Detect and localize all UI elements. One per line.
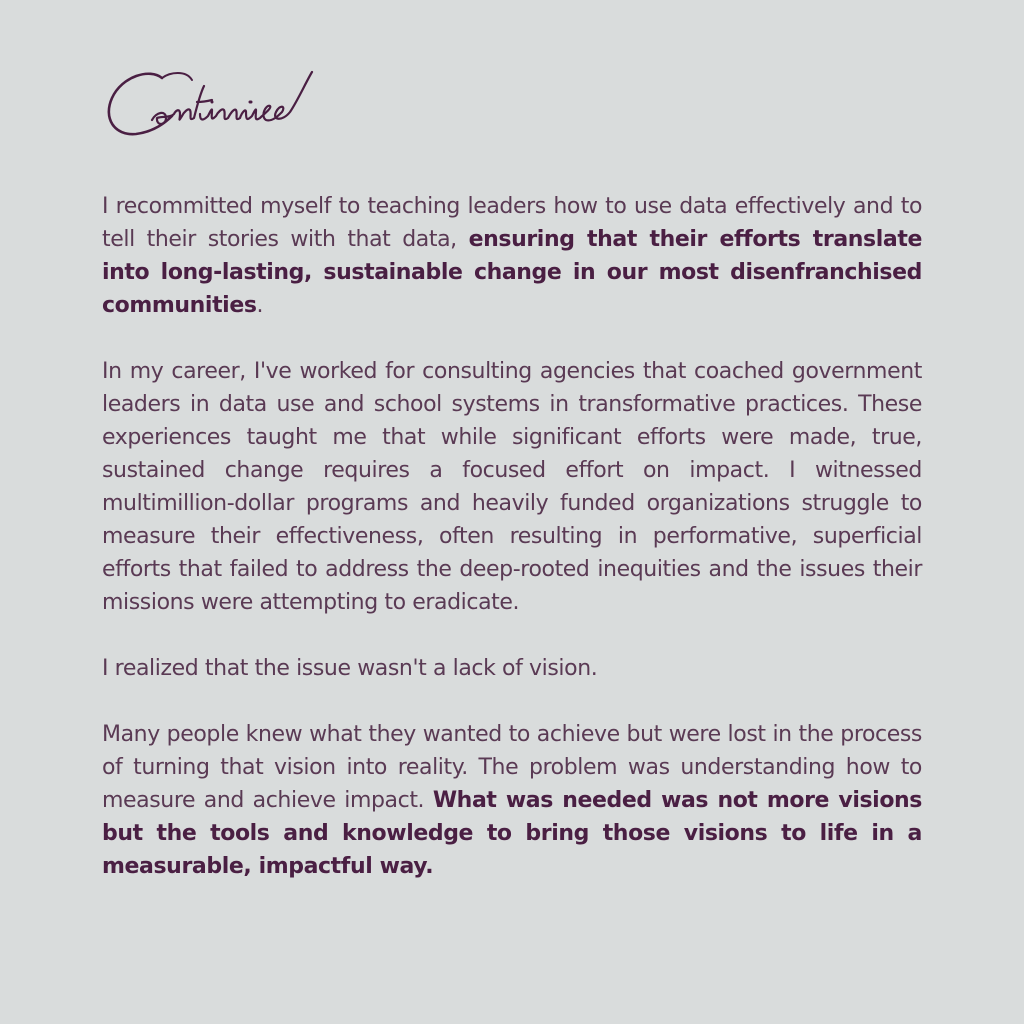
paragraph-text: Many people knew what they wanted to achieve but were lost in the process of turning that vision into reality. The problem was understanding how to measure and achieve impact. xyxy=(102,722,922,813)
paragraph xyxy=(102,355,922,619)
paragraph-text: . xyxy=(256,293,264,318)
bold-text: ensuring that their efforts translate into long-lasting, sustainable change in our most disenfranchised communities xyxy=(102,227,922,318)
paragraph-text: I realized that the issue wasn't a lack of vision. xyxy=(102,656,598,681)
body-text xyxy=(102,190,922,883)
continued-script-logo xyxy=(100,58,340,148)
bold-text: What was needed was not more visions but the tools and knowledge to bring those visions to life in a measurable, impactful way. xyxy=(102,788,922,879)
paragraph xyxy=(102,718,922,883)
paragraph-text: In my career, I've worked for consulting agencies that coached government leaders in data use and school systems in transformative practices. These experiences taught me that while significant efforts were made, true, sustained change requires a focused effort on impact. I witnessed multimillion-dollar programs and heavily funded organizations struggle to measure their effectiveness, often resulting in performative, superficial efforts that failed to address the deep-rooted inequities and the issues their missions were attempting to eradicate. xyxy=(102,359,922,615)
paragraph-text: I recommitted myself to teaching leaders how to use data effectively and to tell their stories with that data, xyxy=(102,194,922,252)
continued-heading xyxy=(100,58,340,148)
paragraph xyxy=(102,190,922,322)
paragraph xyxy=(102,652,922,685)
